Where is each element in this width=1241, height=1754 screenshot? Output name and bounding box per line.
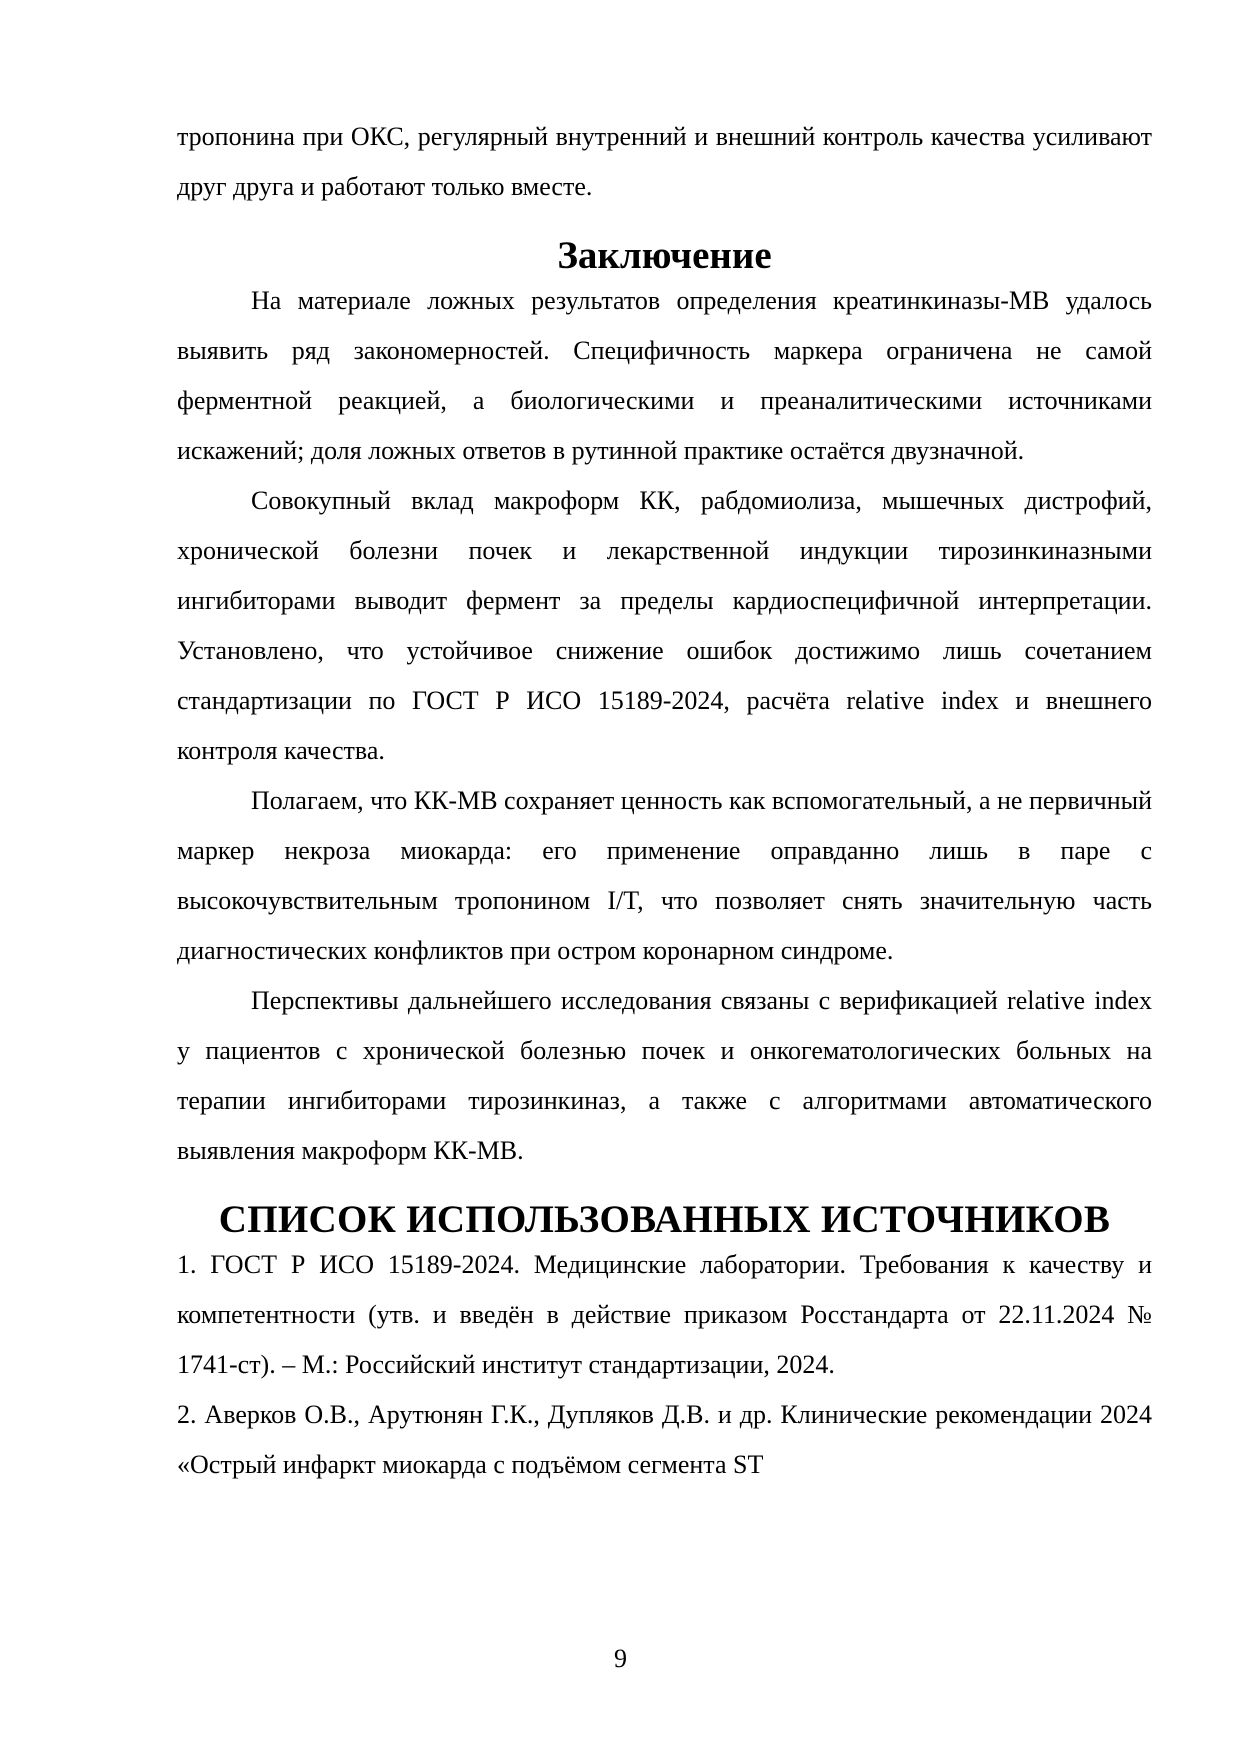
conclusion-heading: Заключение	[557, 234, 772, 277]
conclusion-paragraph-2: Совокупный вклад макроформ КК, рабдомиолиза, мышечных дистрофий, хронической болезни почек и лекарственной индукции тирозинкиназными ингибиторами выводит фермент за пределы кардиоспецифичной интерпретации. Установлено, что устойчивое снижение ошибок достижимо лишь сочетанием стандартизации по ГОСТ Р ИСО 15189-2024, расчёта relative index и внешнего контроля качества.	[177, 486, 1152, 765]
conclusion-paragraph-4: Перспективы дальнейшего исследования связаны с верификацией relative index у пациентов с хронической болезнью почек и онкогематологических больных на терапии ингибиторами тирозинкиназ, а также с алгоритмами автоматического выявления макроформ КК-МВ.	[177, 986, 1152, 1165]
document-page	[177, 112, 1152, 1490]
conclusion-paragraph-3: Полагаем, что КК-МВ сохраняет ценность как вспомогательный, а не первичный маркер некроза миокарда: его применение оправданно лишь в паре с высокочувствительным тропонином I/T, что позволяет снять значительную часть диагностических конфликтов при остром коронарном синдроме.	[177, 786, 1152, 965]
page-number: 9	[614, 1644, 627, 1673]
reference-item-1: 1. ГОСТ Р ИСО 15189-2024. Медицинские лаборатории. Требования к качеству и компетентности (утв. и введён в действие приказом Росстандарта от 22.11.2024 № 1741-ст). – М.: Российский институт стандартизации, 2024.	[177, 1250, 1152, 1379]
conclusion-paragraph-1: На материале ложных результатов определения креатинкиназы-МВ удалось выявить ряд закономерностей. Специфичность маркера ограничена не самой ферментной реакцией, а биологическими и преаналитическими источниками искажений; доля ложных ответов в рутинной практике остаётся двузначной.	[177, 286, 1152, 465]
intro-paragraph: тропонина при ОКС, регулярный внутренний и внешний контроль качества усиливают друг друга и работают только вместе.	[177, 122, 1152, 201]
reference-item-2: 2. Аверков О.В., Арутюнян Г.К., Дупляков Д.В. и др. Клинические рекомендации 2024 «Острый инфаркт миокарда с подъёмом сегмента ST	[177, 1400, 1152, 1479]
references-heading: СПИСОК ИСПОЛЬЗОВАННЫХ ИСТОЧНИКОВ	[218, 1198, 1111, 1241]
